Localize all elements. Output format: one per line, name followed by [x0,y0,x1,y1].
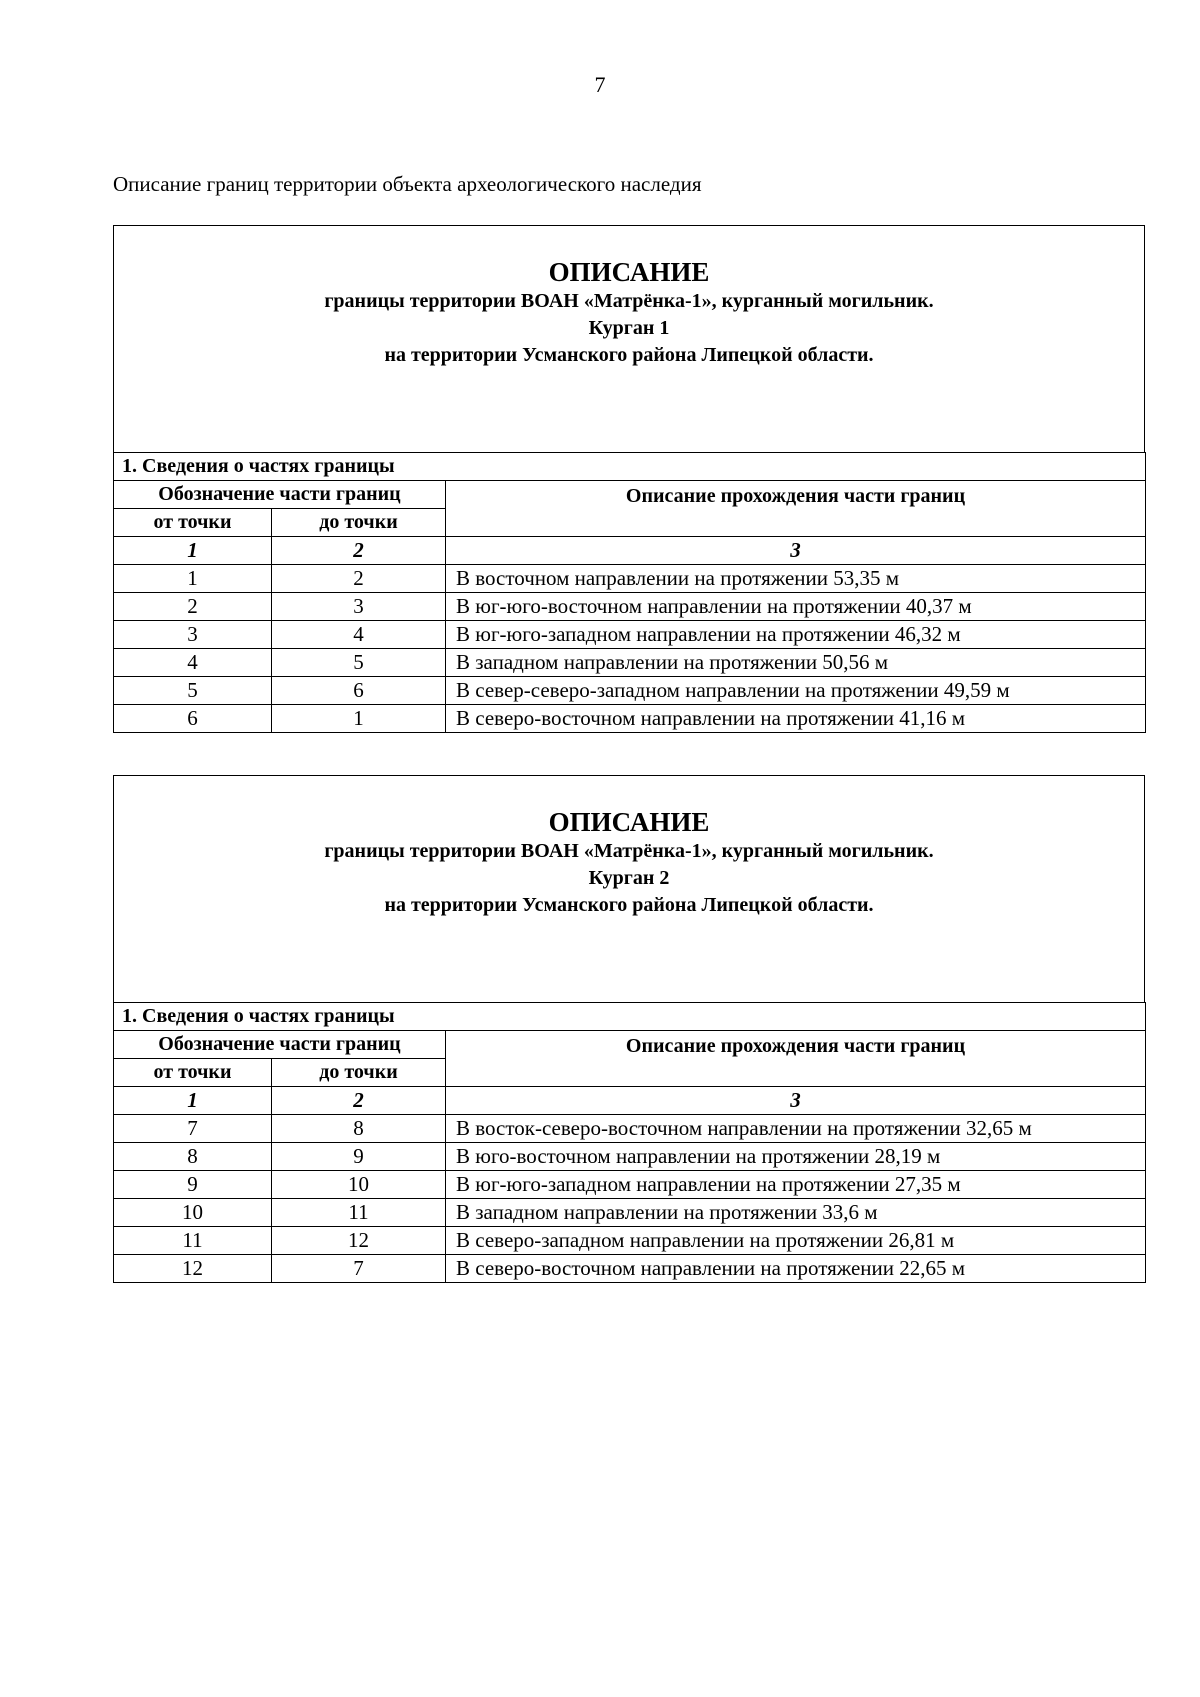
from-point-cell: 1 [114,565,272,593]
from-point-cell: 6 [114,705,272,733]
description-cell: В юг-юго-восточном направлении на протяжении 40,37 м [446,593,1146,621]
intro-text: Описание границ территории объекта археологического наследия [113,172,702,196]
from-point-cell: 5 [114,677,272,705]
col-num-3: 3 [446,1087,1146,1115]
title-box [113,775,1145,1002]
to-point-cell: 1 [272,705,446,733]
from-point-cell: 8 [114,1143,272,1171]
to-point-cell: 6 [272,677,446,705]
description-cell: В юг-юго-западном направлении на протяжении 46,32 м [446,621,1146,649]
from-point-cell: 11 [114,1227,272,1255]
to-point-cell: 4 [272,621,446,649]
block-location: на территории Усманского района Липецкой области. [384,894,874,916]
section-header-row [114,453,1146,481]
header-desc: Описание прохождения части границ [446,1031,1146,1087]
to-point-cell: 3 [272,593,446,621]
table-row [114,1227,1146,1255]
description-cell: В юг-юго-западном направлении на протяжении 27,35 м [446,1171,1146,1199]
from-point-cell: 12 [114,1255,272,1283]
to-point-cell: 7 [272,1255,446,1283]
boundary-block-2 [113,775,1145,1283]
to-point-cell: 5 [272,649,446,677]
section-header-row [114,1003,1146,1031]
to-point-cell: 11 [272,1199,446,1227]
from-point-cell: 3 [114,621,272,649]
to-point-cell: 2 [272,565,446,593]
block-subtitle: границы территории ВОАН «Матрёнка-1», курганный могильник. [324,840,934,862]
table-row [114,705,1146,733]
to-point-cell: 8 [272,1115,446,1143]
header-group: Обозначение части границ [114,1031,446,1059]
description-cell: В северо-западном направлении на протяжении 26,81 м [446,1227,1146,1255]
column-number-row [114,537,1146,565]
table-row [114,1199,1146,1227]
block-title: ОПИСАНИЕ [548,807,710,837]
section-title: 1. Сведения о частях границы [114,453,1146,481]
boundary-block-1 [113,225,1145,733]
block-location: на территории Усманского района Липецкой области. [384,344,874,366]
page-number: 7 [594,72,606,97]
section-title: 1. Сведения о частях границы [114,1003,1146,1031]
description-cell: В северо-восточном направлении на протяжении 41,16 м [446,705,1146,733]
header-to: до точки [272,1059,446,1087]
table-row [114,677,1146,705]
table-row [114,565,1146,593]
table-row [114,1171,1146,1199]
description-cell: В западном направлении на протяжении 50,56 м [446,649,1146,677]
boundary-table [113,1002,1146,1283]
block-subtitle: границы территории ВОАН «Матрёнка-1», курганный могильник. [324,290,934,312]
to-point-cell: 12 [272,1227,446,1255]
description-cell: В западном направлении на протяжении 33,6 м [446,1199,1146,1227]
from-point-cell: 10 [114,1199,272,1227]
header-from: от точки [114,1059,272,1087]
header-row [114,481,1146,509]
header-group: Обозначение части границ [114,481,446,509]
description-cell: В север-северо-западном направлении на протяжении 49,59 м [446,677,1146,705]
header-desc: Описание прохождения части границ [446,481,1146,537]
from-point-cell: 2 [114,593,272,621]
description-cell: В юго-восточном направлении на протяжении 28,19 м [446,1143,1146,1171]
block-kurgan-label: Курган 2 [588,867,670,889]
description-cell: В восток-северо-восточном направлении на протяжении 32,65 м [446,1115,1146,1143]
description-cell: В восточном направлении на протяжении 53,35 м [446,565,1146,593]
from-point-cell: 9 [114,1171,272,1199]
header-from: от точки [114,509,272,537]
header-to: до точки [272,509,446,537]
to-point-cell: 9 [272,1143,446,1171]
table-row [114,1143,1146,1171]
from-point-cell: 7 [114,1115,272,1143]
col-num-1: 1 [114,1087,272,1115]
block-kurgan-label: Курган 1 [588,317,670,339]
header-row [114,1031,1146,1059]
to-point-cell: 10 [272,1171,446,1199]
block-title: ОПИСАНИЕ [548,257,710,287]
col-num-3: 3 [446,537,1146,565]
col-num-1: 1 [114,537,272,565]
table-row [114,593,1146,621]
column-number-row [114,1087,1146,1115]
table-row [114,1255,1146,1283]
table-row [114,649,1146,677]
col-num-2: 2 [272,1087,446,1115]
from-point-cell: 4 [114,649,272,677]
col-num-2: 2 [272,537,446,565]
title-box [113,225,1145,452]
table-row [114,621,1146,649]
table-row [114,1115,1146,1143]
description-cell: В северо-восточном направлении на протяжении 22,65 м [446,1255,1146,1283]
boundary-table [113,452,1146,733]
